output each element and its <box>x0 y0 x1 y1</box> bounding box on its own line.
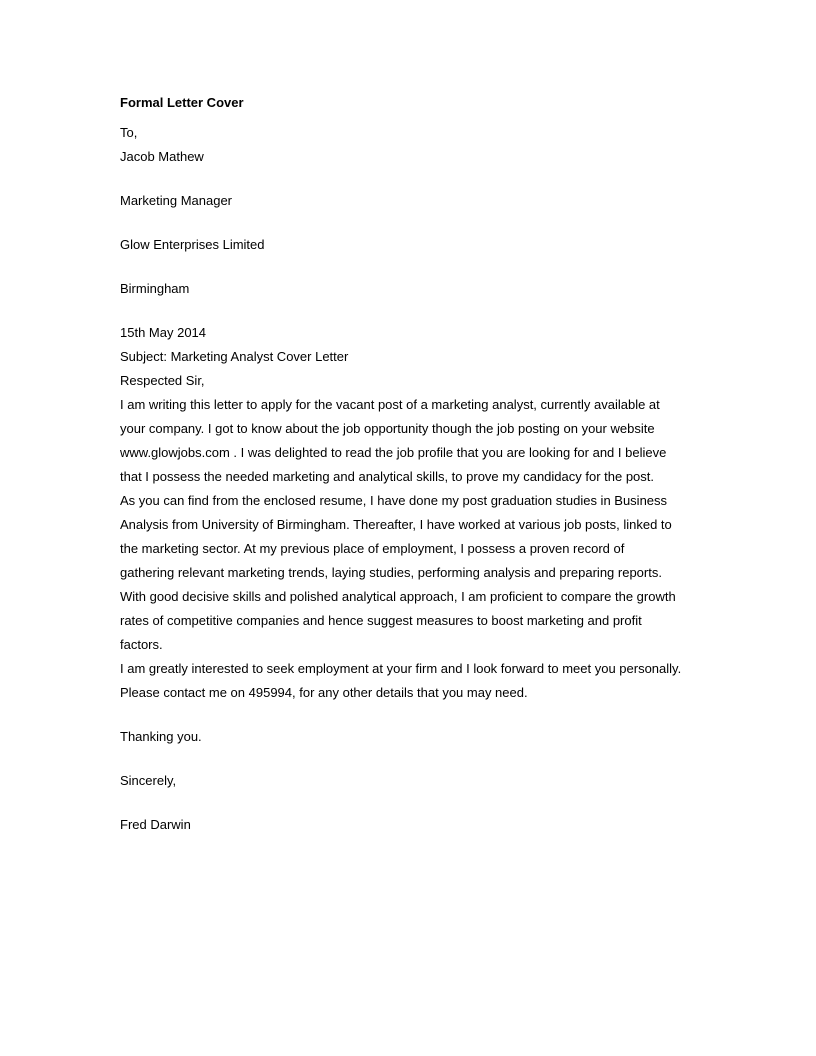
body-paragraph-1 <box>120 393 700 657</box>
paragraph-line: gathering relevant marketing trends, laying studies, performing analysis and preparing reports. <box>120 565 662 580</box>
letter-date: 15th May 2014 <box>120 325 207 340</box>
letter-subject: Subject: Marketing Analyst Cover Letter <box>120 349 349 364</box>
closing-line: Sincerely, <box>120 773 177 788</box>
paragraph-line: factors. <box>120 637 163 652</box>
paragraph-line: I am greatly interested to seek employment at your firm and I look forward to meet you personally. <box>120 661 682 676</box>
paragraph-line: your company. I got to know about the job opportunity though the job posting on your website <box>120 421 655 436</box>
company-name: Glow Enterprises Limited <box>120 237 265 252</box>
letter-page <box>120 95 700 837</box>
recipient-name: Jacob Mathew <box>120 149 204 164</box>
paragraph-line: With good decisive skills and polished analytical approach, I am proficient to compare the growth <box>120 589 676 604</box>
letter-title: Formal Letter Cover <box>120 95 244 110</box>
sender-name: Fred Darwin <box>120 817 191 832</box>
paragraph-line: the marketing sector. At my previous place of employment, I possess a proven record of <box>120 541 625 556</box>
paragraph-line: www.glowjobs.com . I was delighted to read the job profile that you are looking for and I believe <box>120 445 667 460</box>
salutation-to: To, <box>120 125 138 140</box>
paragraph-line: As you can find from the enclosed resume, I have done my post graduation studies in Business <box>120 493 668 508</box>
thanks-line: Thanking you. <box>120 729 202 744</box>
paragraph-line: that I possess the needed marketing and analytical skills, to prove my candidacy for the post. <box>120 469 655 484</box>
city: Birmingham <box>120 281 190 296</box>
recipient-position: Marketing Manager <box>120 193 232 208</box>
greeting: Respected Sir, <box>120 373 205 388</box>
paragraph-line: I am writing this letter to apply for the vacant post of a marketing analyst, currently available at <box>120 397 660 412</box>
paragraph-line: Analysis from University of Birmingham. Thereafter, I have worked at various job posts, linked to <box>120 517 672 532</box>
paragraph-line: Please contact me on 495994, for any other details that you may need. <box>120 685 528 700</box>
paragraph-line: rates of competitive companies and hence suggest measures to boost marketing and profit <box>120 613 642 628</box>
body-paragraph-2 <box>120 657 700 705</box>
